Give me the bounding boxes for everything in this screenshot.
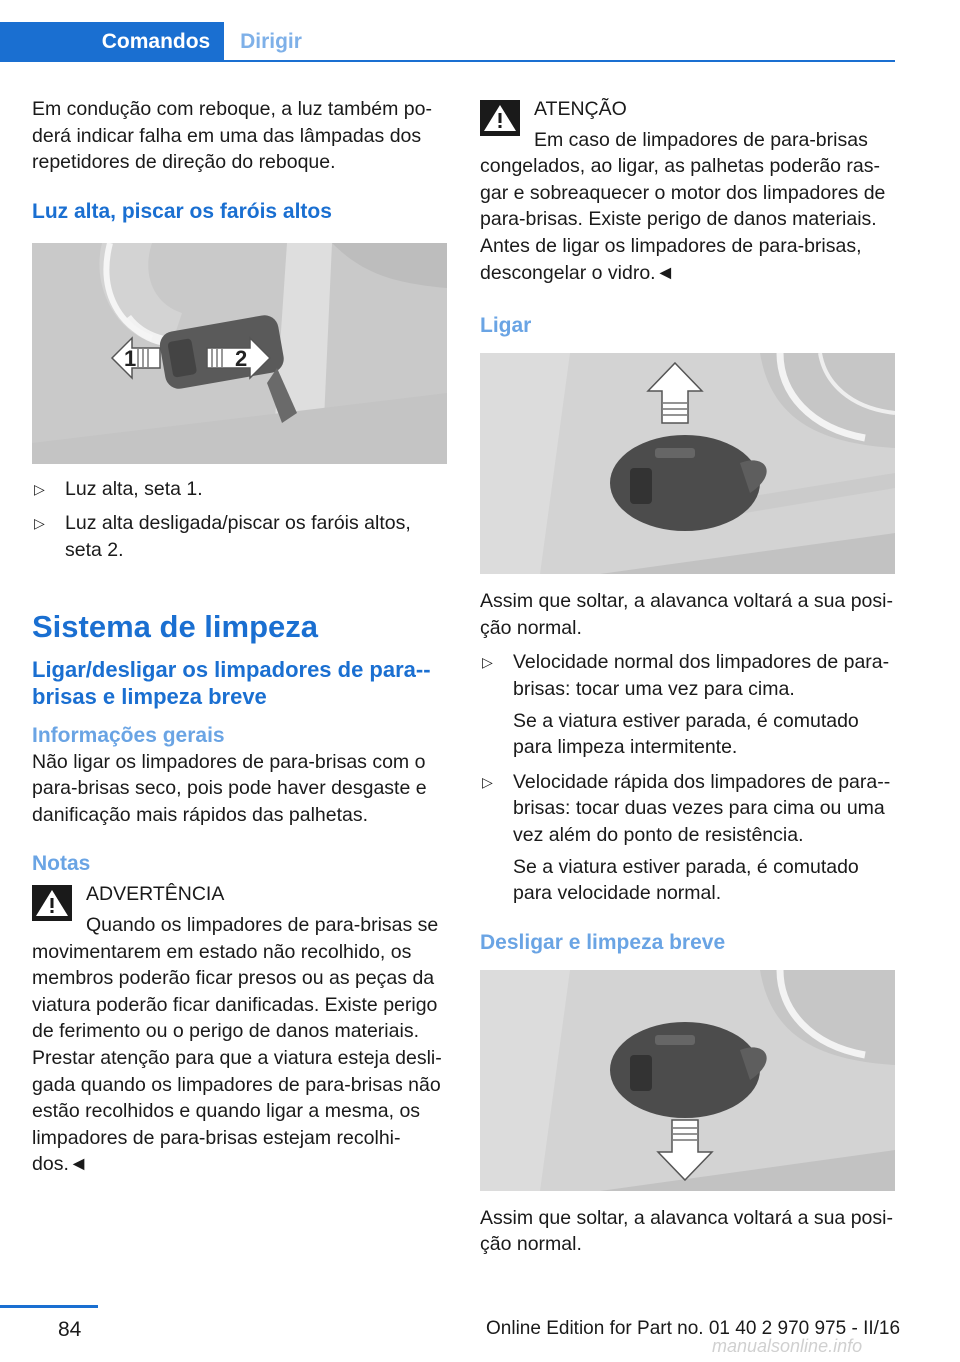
heading-general-info: Informações gerais [32, 723, 225, 747]
list-item-note: Se a viatura estiver parada, é comutado para velocidade normal. [513, 855, 859, 905]
chapter-tab-bar [0, 0, 960, 62]
general-info-paragraph: Não ligar os limpadores de para-brisas com o para-brisas seco, pois pode haver desgaste e danificação mais rápidos das palhetas. [32, 750, 427, 826]
figure-wiper-down [480, 970, 895, 1191]
heading-notes: Notas [32, 852, 91, 876]
warning-text: movimentarem em estado não recolhido, os membros poderão ficar presos ou as peças da viatura poderão ficar danificadas. Existe perigo de ferimento ou o perigo de danos materiais. Prestar atenção para que a viatura esteja desli-gada quando os limpadores de para-brisas não estão recolhidos e quando ligar a mesma, os limpadores de para-brisas estejam recolhi-dos.◄ [32, 940, 442, 1176]
warning-first-line: Quando os limpadores de para-brisas se [86, 913, 439, 936]
figure-high-beam-lever [32, 243, 447, 464]
warning-triangle-icon [32, 885, 72, 921]
triangle-right-icon: ▷ [482, 654, 493, 671]
wiper-on-list [480, 649, 895, 906]
release-paragraph-1: Assim que soltar, a alavanca voltará a sua posi-ção normal. [480, 590, 893, 639]
list-item: ▷ Luz alta desligada/piscar os faróis altos, seta 2. [34, 512, 411, 561]
triangle-right-icon: ▷ [482, 773, 493, 790]
warning-block [32, 881, 447, 1178]
list-item: ▷ Velocidade normal dos limpadores de para-brisas: tocar uma vez para cima. Se a viatura estiver parada, é comutado para limpeza intermitente. [480, 649, 895, 760]
right-column [480, 96, 895, 1258]
list-item-note: Se a viatura estiver parada, é comutado para limpeza intermitente. [513, 709, 859, 759]
high-beam-list [32, 476, 447, 564]
watermark: manualsonline.info [712, 1336, 863, 1356]
fig1-label-2: 2 [235, 345, 248, 371]
triangle-right-icon: ▷ [34, 515, 45, 532]
heading-cleaning-system: Sistema de limpeza [32, 608, 319, 644]
tab-comandos[interactable]: Comandos [88, 22, 224, 62]
attention-text: congelados, ao ligar, as palhetas poderão ras-gar e sobreaquecer o motor dos limpadores de para-brisas. Existe perigo de danos materiais. Antes de ligar os limpadores de para-brisas, descongelar o vidro.◄ [480, 155, 886, 284]
attention-first-line: Em caso de limpadores de para-brisas [534, 128, 868, 151]
tab-dirigir[interactable]: Dirigir [240, 30, 302, 53]
warning-triangle-icon [480, 100, 520, 136]
attention-block [480, 96, 895, 286]
page-number: 84 [58, 1318, 82, 1341]
heading-high-beam: Luz alta, piscar os faróis altos [32, 199, 332, 223]
attention-title: ATENÇÃO [534, 98, 627, 120]
release-paragraph-2: Assim que soltar, a alavanca voltará a sua posi-ção normal. [480, 1206, 893, 1256]
header-divider [0, 60, 895, 62]
warning-title: ADVERTÊNCIA [86, 883, 225, 906]
intro-paragraph: Em condução com reboque, a luz também po-derá indicar falha em uma das lâmpadas dos repetidores de direção do reboque. [32, 98, 432, 174]
left-column [32, 96, 447, 1178]
edition-text: Online Edition for Part no. 01 40 2 970 975 - II/16 [486, 1318, 901, 1339]
figure-wiper-up [480, 353, 895, 574]
heading-on: Ligar [480, 314, 532, 338]
fig1-label-1: 1 [124, 345, 137, 371]
list-item: ▷ Luz alta, seta 1. [32, 476, 447, 503]
tab-bar-accent [0, 22, 88, 62]
triangle-right-icon: ▷ [34, 480, 45, 497]
list-item: ▷ Velocidade rápida dos limpadores de para--brisas: tocar duas vezes para cima ou uma vez além do ponto de resistência. Se a viatura estiver parada, é comutado para velocidade normal. [480, 769, 895, 907]
heading-off-brief-wipe: Desligar e limpeza breve [480, 930, 726, 954]
heading-wipers: Ligar/desligar os limpadores de para--brisas e limpeza breve [32, 656, 431, 709]
footer-divider [0, 1305, 98, 1308]
